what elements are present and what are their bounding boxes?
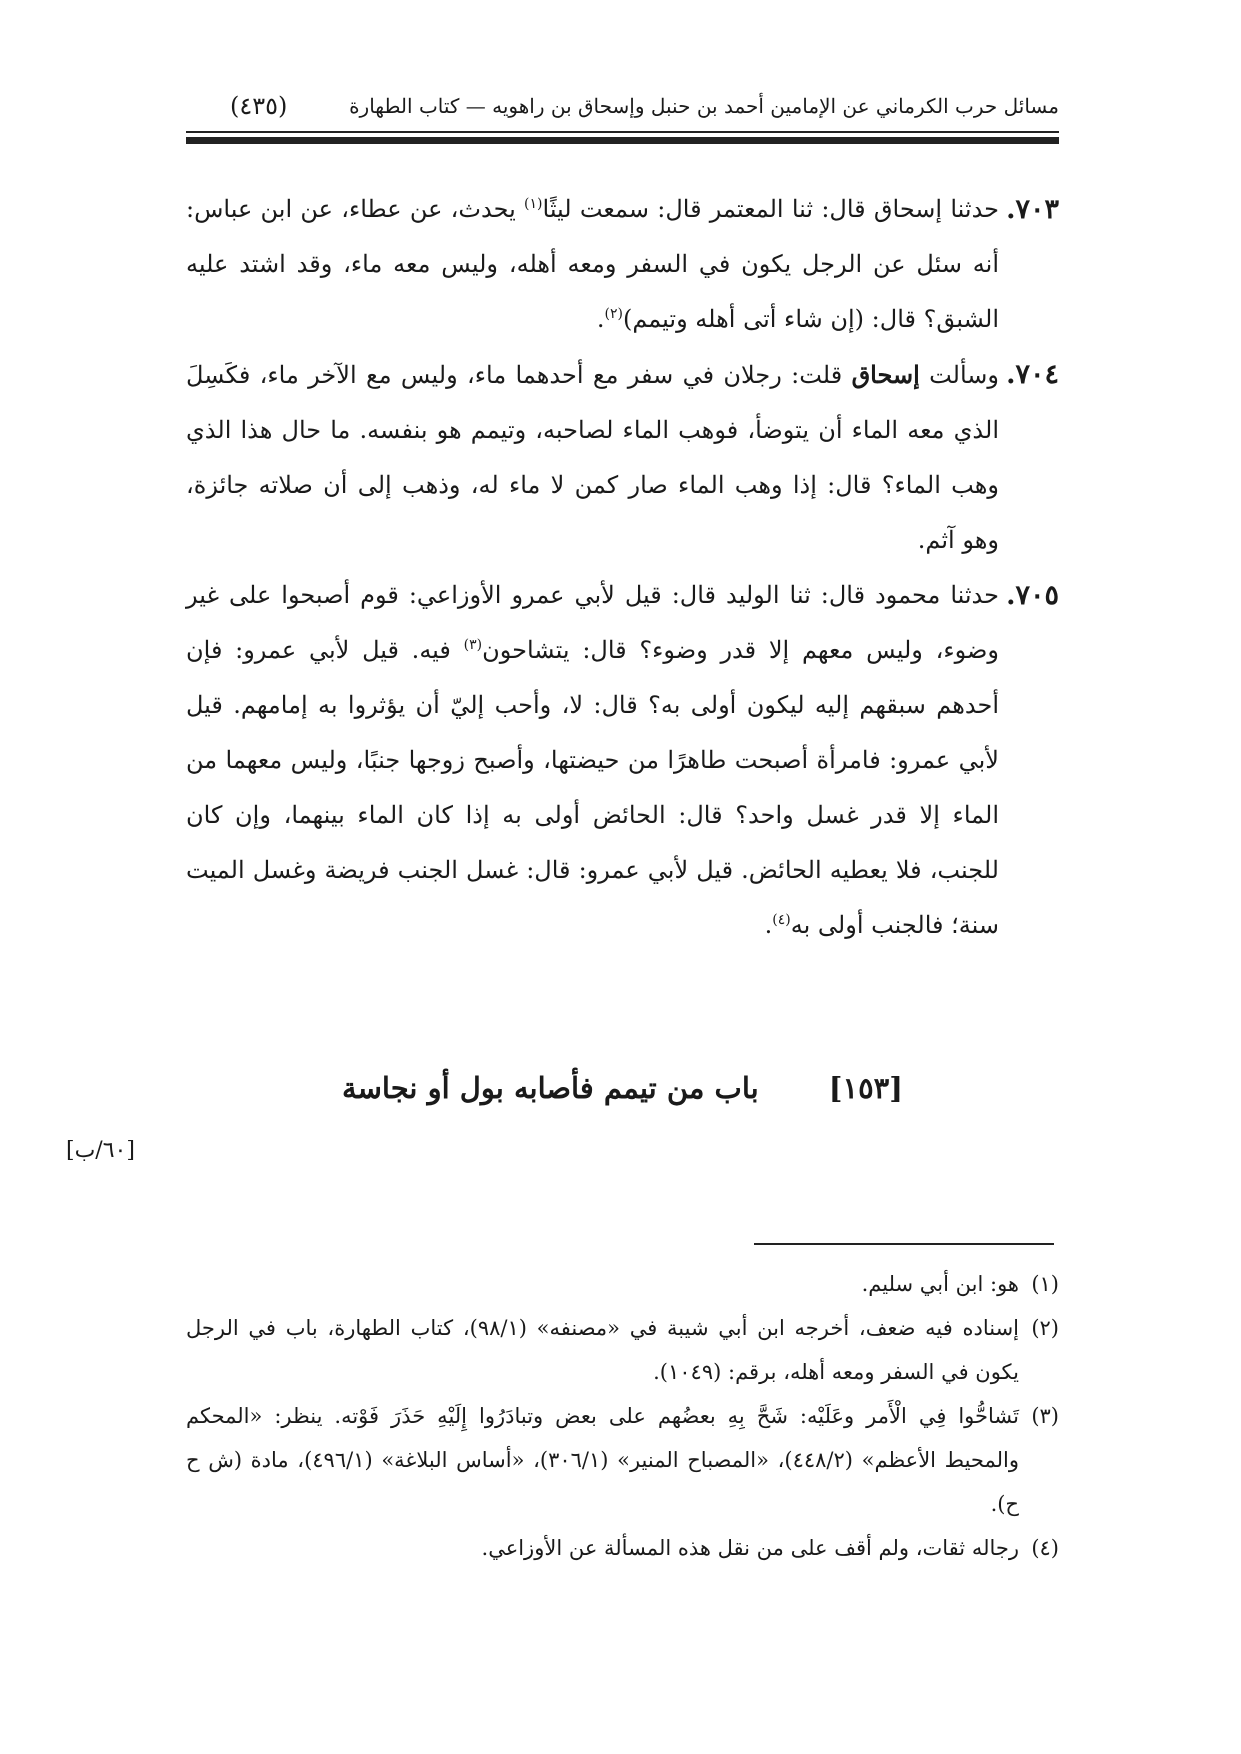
entry-text: يحدث، عن عطاء، عن ابن عباس: أنه سئل عن الرجل يكون في السفر ومعه أهله، وليس معه ماء، وقد اشتد عليه الشبق؟ قال: (إن شاء أتى أهله وتيمم) [186,195,999,333]
footnote-ref-2[interactable]: (٢) [604,306,623,322]
entry-703 [186,182,1059,347]
entry-704 [186,347,1059,568]
entry-text: حدثنا محمود قال: ثنا الوليد قال: قيل لأبي عمرو الأوزاعي: قوم أصبحوا على غير وضوء، وليس معهم إلا قدر وضوء؟ قال: يتشاحون [186,581,999,664]
footnote-2 [186,1306,1059,1394]
header-rule-thin [186,131,1059,133]
entry-text: حدثنا إسحاق قال: ثنا المعتمر قال: سمعت ليثًا [542,195,1000,223]
body-text [186,182,1059,953]
entry-text: . [764,911,773,939]
chapter-number: [١٥٣] [828,1071,903,1105]
footnotes [186,1262,1059,1570]
footnote-number: (٣) [1031,1404,1059,1428]
footnote-text: إسناده فيه ضعف، أخرجه ابن أبي شيبة في «مصنفه» (٩٨/١)، كتاب الطهارة، باب في الرجل يكون في السفر ومعه أهله، برقم: (١٠٤٩). [186,1316,1019,1384]
footnote-text: هو: ابن أبي سليم. [861,1272,1019,1296]
entry-text: وسألت [929,361,999,389]
footnote-number: (٢) [1031,1316,1059,1340]
entry-text: . [596,305,605,333]
entry-number: ٧٠٤. [1006,359,1059,390]
footnote-text: رجاله ثقات، ولم أقف على من نقل هذه المسألة عن الأوزاعي. [481,1536,1019,1560]
footnote-1 [186,1262,1059,1306]
manuscript-folio-ref: [٦٠/ب] [66,1138,135,1163]
chapter-title: باب من تيمم فأصابه بول أو نجاسة [342,1071,759,1105]
footnote-ref-3[interactable]: (٣) [463,637,483,653]
entry-705 [186,568,1059,953]
footnote-ref-4[interactable]: (٤) [772,912,791,928]
footnote-4 [186,1526,1059,1570]
entry-number: ٧٠٣. [1006,194,1059,225]
entry-name-bold: إسحاق [851,360,920,389]
entry-text: فيه. قيل لأبي عمرو: فإن أحدهم سبقهم إليه ليكون أولى به؟ قال: لا، وأحب إليّ أن يؤثروا به إمامهم. قيل لأبي عمرو: فامرأة أصبحت طاهرًا من حيضتها، وأصبح زوجها جنبًا، وليس معهما من الماء إلا قدر غسل واحد؟ قال: الحائض أولى به إذا كان الماء بينهما، وإن كان للجنب، فلا يعطيه الحائض. قيل لأبي عمرو: قال: غسل الجنب فريضة وغسل الميت سنة؛ فالجنب أولى به [186,636,999,939]
footnote-number: (١) [1031,1272,1059,1296]
footnote-text: تَشاحُّوا فِي الْأَمر وعَلَيْه: شَحَّ بِهِ بعضُهم على بعض وتبادَرُوا إِلَيْهِ حَذَرَ فَوْته. ينظر: «المحكم والمحيط الأعظم» (٤٤٨/٢)، «المصباح المنير» (٣٠٦/١)، «أساس البلاغة» (٤٩٦/١)، مادة (ش ح ح). [186,1404,1019,1516]
entry-number: ٧٠٥. [1006,580,1059,611]
footnote-separator [754,1243,1054,1245]
header-title: مسائل حرب الكرماني عن الإمامين أحمد بن حنبل وإسحاق بن راهويه — كتاب الطهارة [349,94,1059,118]
page-number: (٤٣٥) [230,92,288,120]
header-rule-thick [186,137,1059,144]
running-header [230,86,1059,126]
footnote-number: (٤) [1031,1536,1059,1560]
entry-text: قلت: رجلان في سفر مع أحدهما ماء، وليس مع الآخر ماء، فكَسِلَ الذي معه الماء أن يتوضأ، فوهب الماء لصاحبه، وتيمم هو بنفسه. ما حال هذا الذي وهب الماء؟ قال: إذا وهب الماء صار كمن لا ماء له، وذهب إلى أن صلاته جائزة، وهو آثم. [186,361,999,554]
chapter-heading [186,1063,1059,1113]
footnote-3 [186,1394,1059,1526]
footnote-ref-1[interactable]: (١) [524,196,543,212]
